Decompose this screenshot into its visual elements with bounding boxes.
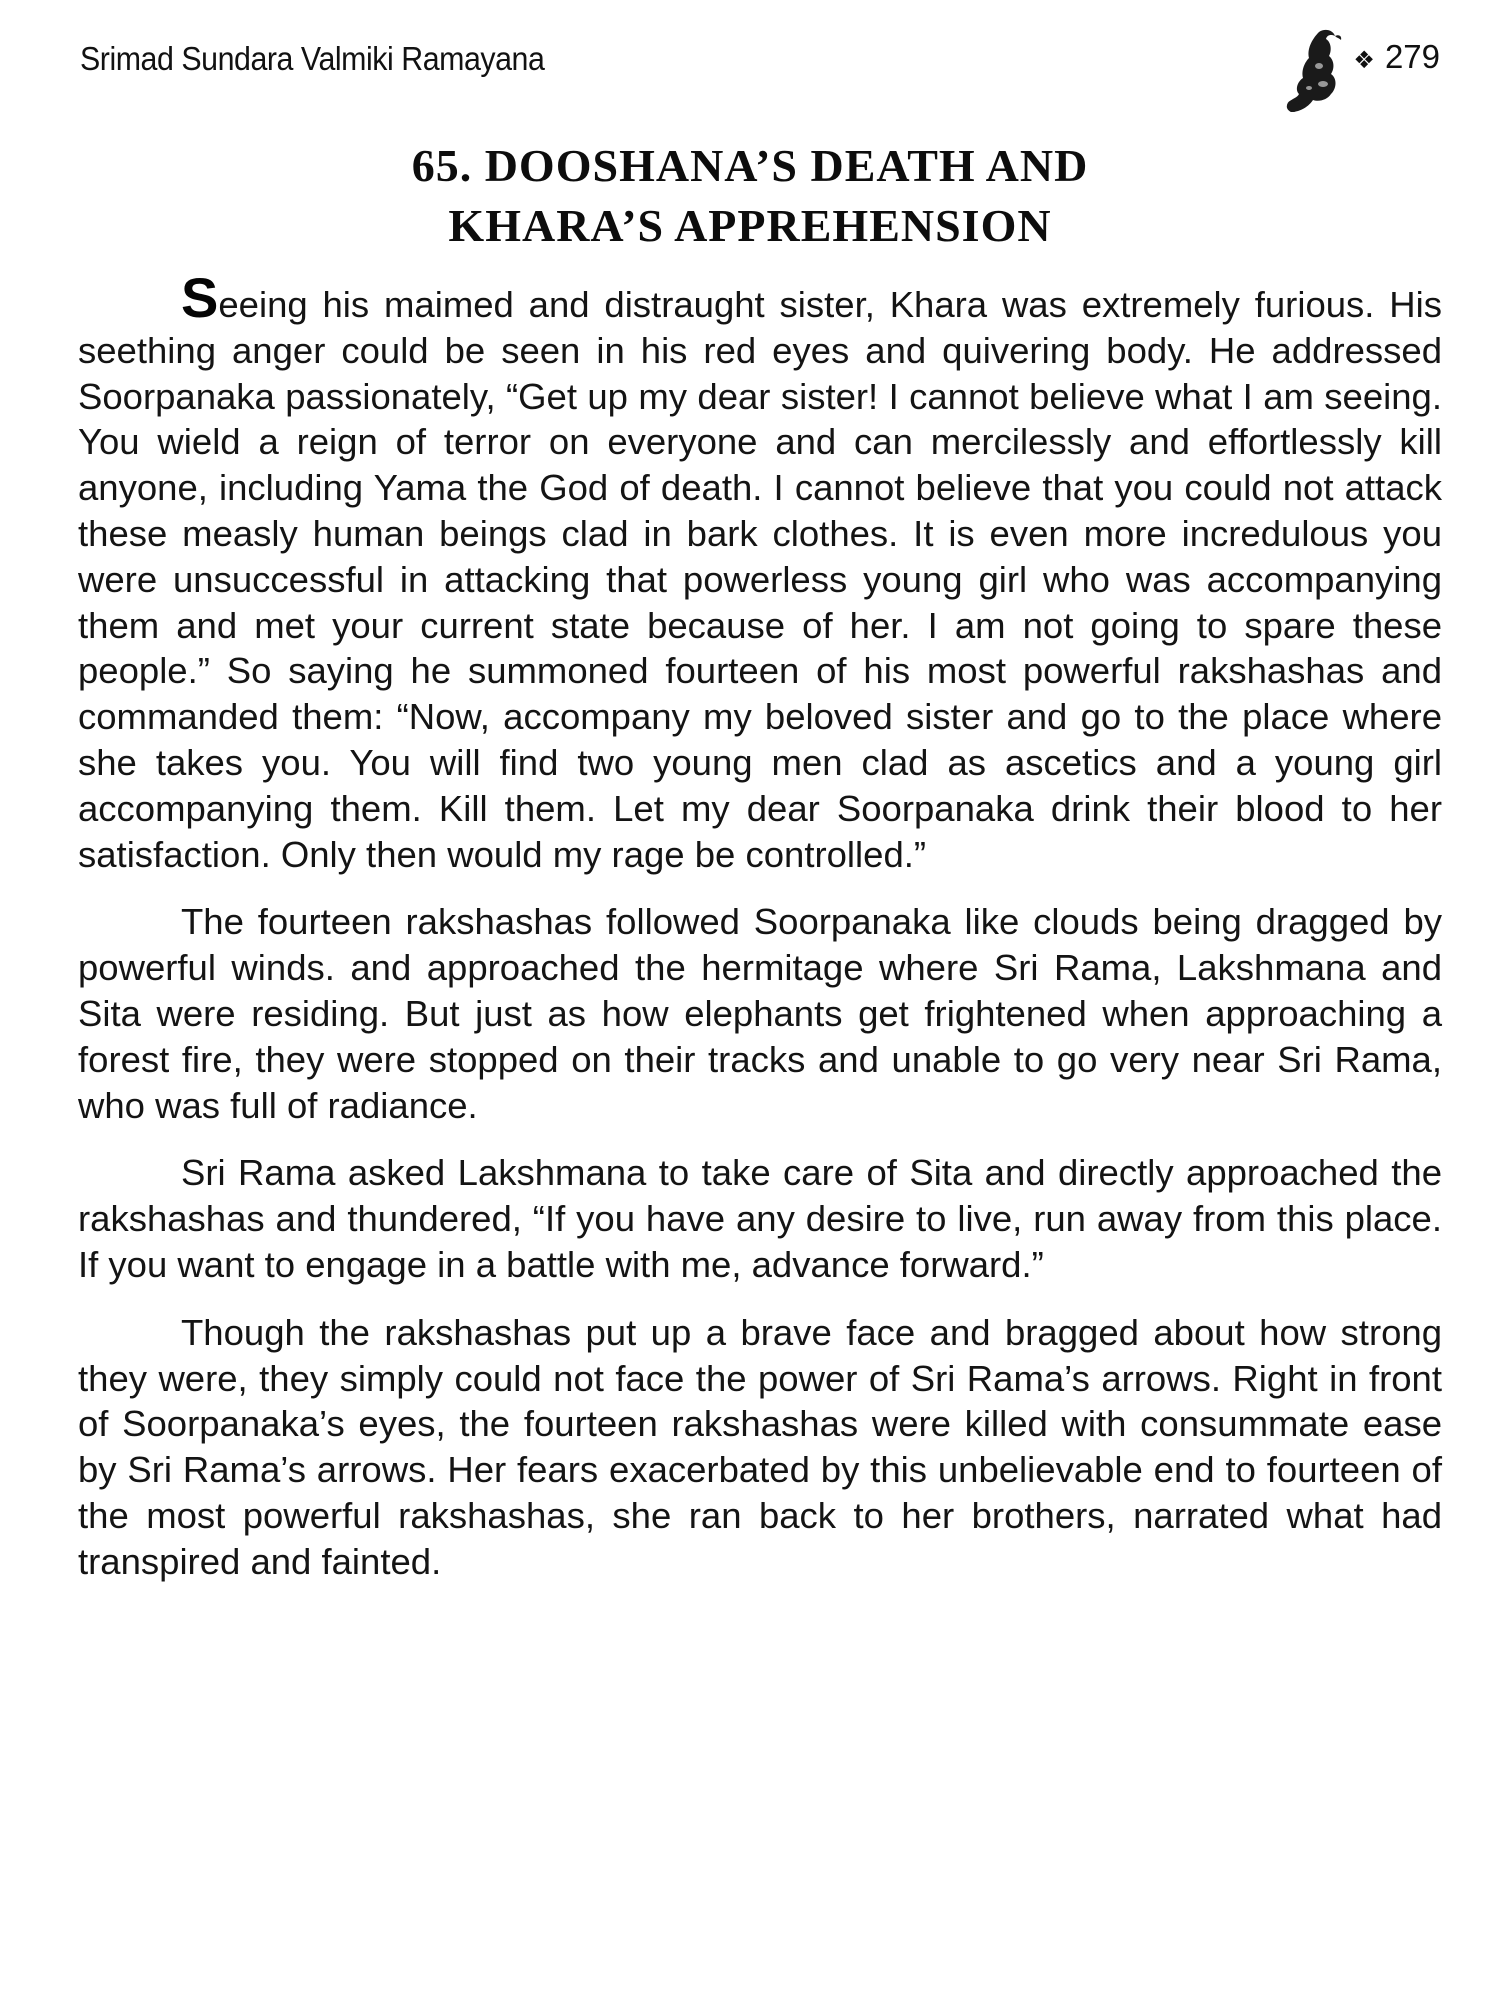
chapter-title	[0, 136, 1500, 256]
chapter-title-line-2: KHARA’S APPREHENSION	[448, 200, 1052, 251]
chapter-body	[78, 266, 1442, 1607]
paragraph-4: Though the rakshashas put up a brave face and bragged about how strong they were, they simply could not face the power of Sri Rama’s arrows. Right in front of Soorpanaka’s eyes, the fourteen rakshashas were killed with consummate ease by Sri Rama’s arrows. Her fears exacerbated by this unbelievable end to fourteen of the most powerful rakshashas, she ran back to her brothers, narrated what had transpired and fainted.	[78, 1311, 1442, 1582]
paragraph-1	[78, 266, 1442, 877]
paragraph-3: Sri Rama asked Lakshmana to take care of Sita and directly approached the rakshashas and thundered, “If you have any desire to live, run away from this place. If you want to engage in a battle with me, advance forward.”	[78, 1152, 1442, 1285]
running-header-book-title: Srimad Sundara Valmiki Ramayana	[80, 40, 545, 77]
page-number: 279	[1384, 38, 1440, 75]
paragraph-2: The fourteen rakshashas followed Soorpanaka like clouds being dragged by powerful winds. and approached the hermitage where Sri Rama, Lakshmana and Sita were residing. But just as how elephants get frightened when approaching a forest fire, they were stopped on their tracks and unable to go very near Sri Rama, who was full of radiance.	[78, 901, 1442, 1126]
hanuman-figure-icon	[1279, 26, 1349, 116]
initial-letter: S	[181, 266, 219, 329]
paragraph-1-text: eeing his maimed and distraught sister, Khara was extremely furious. His seething anger could be seen in his red eyes and quivering body. He addressed Soorpanaka passionately, “Get up my dear sister! I cannot believe what I am seeing. You wield a reign of terror on everyone and can mercilessly and effortlessly kill anyone, including Yama the God of death. I cannot believe that you could not attack these measly human beings clad in bark clothes. It is even more incredulous you were unsuccessful in attacking that powerless young girl who was accompanying them and met your current state because of her. I am not going to spare these people.” So saying he summoned fourteen of his most powerful rakshashas and commanded them: “Now, accompany my beloved sister and go to the place where she takes you. You will find two young men clad as ascetics and a young girl accompanying them. Kill them. Let my dear Soorpanaka drink their blood to her satisfaction. Only then would my rage be controlled.”	[78, 284, 1442, 875]
page-number-group	[1279, 26, 1440, 116]
diamond-bullet-icon: ❖	[1353, 46, 1375, 74]
chapter-title-line-1: 65. DOOSHANA’S DEATH AND	[411, 140, 1089, 191]
